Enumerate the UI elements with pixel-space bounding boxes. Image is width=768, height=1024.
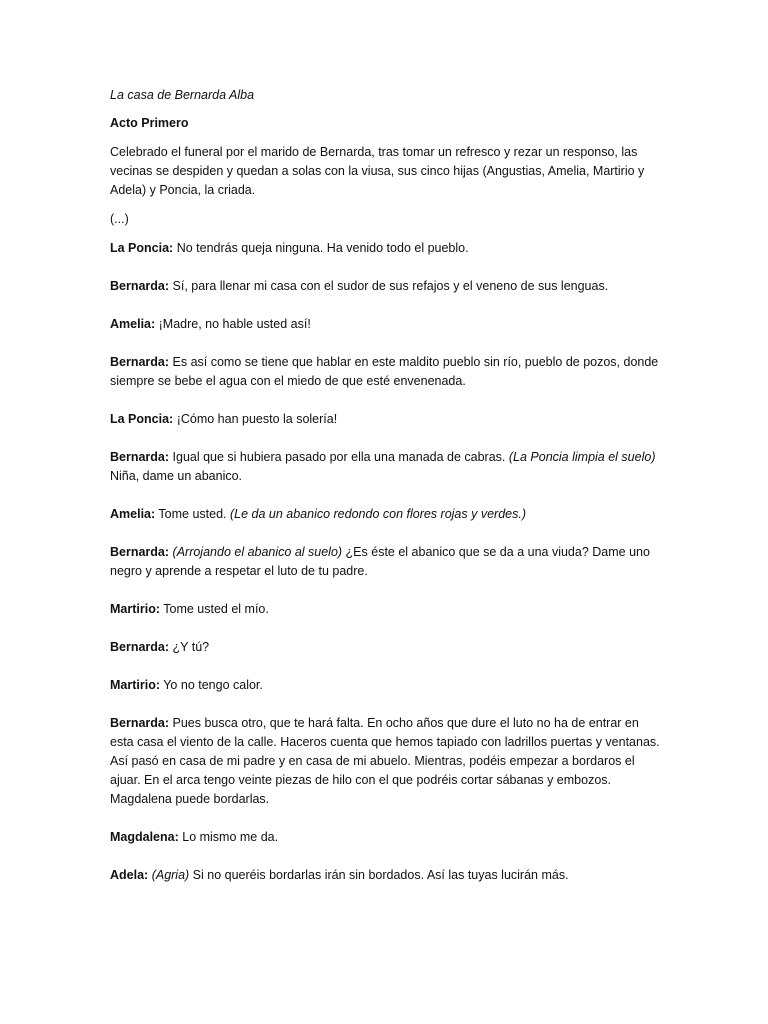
dialogue-text: ¿Y tú?	[169, 640, 210, 654]
speaker-name: Bernarda:	[110, 716, 170, 730]
document-body	[110, 86, 660, 904]
ellipsis-marker: (...)	[110, 212, 129, 226]
dialogue-text: Es así como se tiene que hablar en este maldito pueblo sin río, pueblo de pozos, donde siempre se bebe el agua con el miedo de que esté envenenada.	[110, 355, 659, 388]
document-title: La casa de Bernarda Alba	[110, 88, 255, 102]
speaker-name: Bernarda:	[110, 450, 170, 464]
dialogue-line	[110, 828, 660, 847]
speaker-name: Bernarda:	[110, 355, 170, 369]
dialogue-text: Niña, dame un abanico.	[110, 469, 243, 483]
speaker-name: Bernarda:	[110, 545, 170, 559]
dialogue-text: Si no queréis bordarlas irán sin bordados. Así las tuyas lucirán más.	[189, 868, 569, 882]
speaker-name: La Poncia:	[110, 412, 174, 426]
speaker-name: Bernarda:	[110, 640, 170, 654]
dialogue-line	[110, 353, 660, 391]
stage-direction: (Arrojando el abanico al suelo)	[172, 545, 343, 559]
dialogue-line	[110, 600, 660, 619]
dialogue-text: Yo no tengo calor.	[160, 678, 263, 692]
dialogue-text: Pues busca otro, que te hará falta. En ocho años que dure el luto no ha de entrar en esta casa el viento de la calle. Haceros cuenta que hemos tapiado con ladrillos puertas y ventanas. Así pasó en casa de mi padre y en casa de mi abuelo. Mientras, podéis empezar a bordaros el ajuar. En el arca tengo veinte piezas de hilo con el que podréis cortar sábanas y embozos. Magdalena puede bordarlas.	[110, 716, 660, 806]
act-heading: Acto Primero	[110, 116, 189, 130]
dialogue-line	[110, 410, 660, 429]
dialogue-text: Igual que si hubiera pasado por ella una manada de cabras.	[169, 450, 509, 464]
dialogue-line	[110, 239, 660, 258]
speaker-name: La Poncia:	[110, 241, 174, 255]
dialogue-line	[110, 315, 660, 334]
dialogue-line	[110, 638, 660, 657]
dialogue-text: Lo mismo me da.	[178, 830, 279, 844]
dialogue-text: ¿Es éste el abanico que se da a una viuda? Dame uno negro y aprende a respetar el luto de tu padre.	[110, 545, 650, 578]
dialogue-line	[110, 448, 660, 486]
dialogue-line	[110, 505, 660, 524]
speaker-name: Adela:	[110, 868, 149, 882]
speaker-name: Bernarda:	[110, 279, 170, 293]
dialogue-line	[110, 277, 660, 296]
stage-direction: (Agria)	[151, 868, 190, 882]
dialogue-text: Tome usted.	[155, 507, 230, 521]
dialogue-text: Tome usted el mío.	[160, 602, 269, 616]
dialogue-line	[110, 543, 660, 581]
speaker-name: Magdalena:	[110, 830, 179, 844]
speaker-name: Amelia:	[110, 507, 156, 521]
dialogue-text: Sí, para llenar mi casa con el sudor de sus refajos y el veneno de sus lenguas.	[169, 279, 609, 293]
speaker-name: Martirio:	[110, 602, 160, 616]
stage-direction: (La Poncia limpia el suelo)	[508, 450, 656, 464]
dialogue-text: ¡Cómo han puesto la solería!	[173, 412, 338, 426]
intro-paragraph: Celebrado el funeral por el marido de Bernarda, tras tomar un refresco y rezar un responso, las vecinas se despiden y quedan a solas con la viusa, sus cinco hijas (Angustias, Amelia, Martirio y Adela) y Poncia, la criada.	[110, 145, 645, 197]
stage-direction: (Le da un abanico redondo con flores rojas y verdes.)	[229, 507, 526, 521]
dialogue-line	[110, 714, 660, 809]
dialogue-text: ¡Madre, no hable usted así!	[155, 317, 311, 331]
dialogue-line	[110, 866, 660, 885]
speaker-name: Martirio:	[110, 678, 160, 692]
dialogue-text: No tendrás queja ninguna. Ha venido todo el pueblo.	[173, 241, 469, 255]
speaker-name: Amelia:	[110, 317, 156, 331]
dialogue-line	[110, 676, 660, 695]
